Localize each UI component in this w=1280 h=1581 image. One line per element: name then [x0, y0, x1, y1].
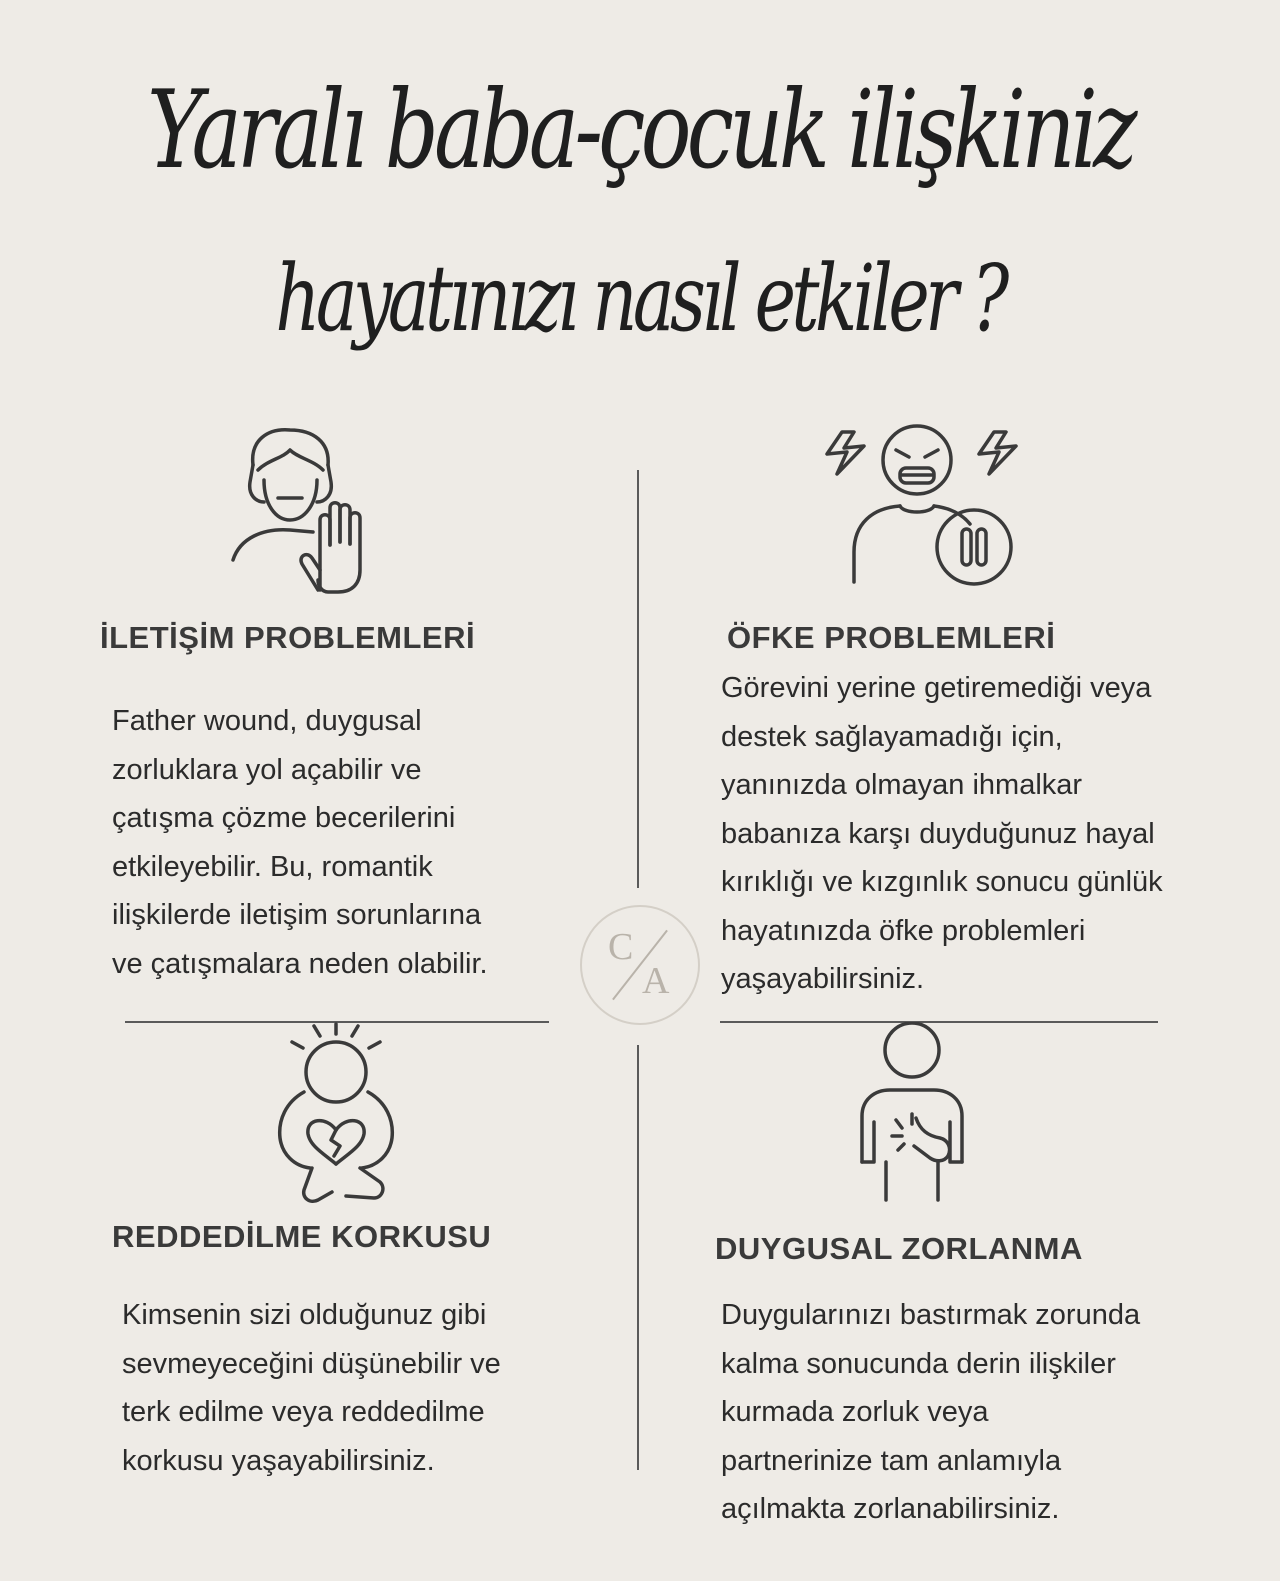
text-line: sevmeyeceğini düşünebilir ve — [122, 1347, 501, 1380]
vertical-divider-bottom — [637, 1045, 639, 1470]
section-text-communication — [112, 697, 488, 988]
person-holding-broken-heart-icon — [276, 1020, 396, 1208]
section-heading-rejection: REDDEDİLME KORKUSU — [112, 1219, 492, 1254]
text-line: Duygularınızı bastırmak zorunda — [721, 1299, 1141, 1331]
angry-person-pause-icon — [822, 422, 1022, 587]
text-line: zorluklara yol açabilir ve — [112, 753, 422, 786]
text-line: çatışma çözme becerilerini — [112, 802, 456, 834]
text-line: Father wound, duygusal — [112, 705, 422, 737]
logo-letter-a: A — [642, 960, 670, 1002]
text-line: kırıklığı ve kızgınlık sonucu günlük — [721, 866, 1163, 898]
text-line: Kimsenin sizi olduğunuz gibi — [122, 1299, 487, 1331]
text-line: korkusu yaşayabilirsiniz. — [122, 1444, 435, 1477]
section-text-anger — [721, 664, 1163, 1004]
text-line: destek sağlayamadığı için, — [721, 720, 1063, 753]
text-line: etkileyebilir. Bu, romantik — [112, 850, 433, 883]
text-line: terk edilme veya reddedilme — [122, 1396, 485, 1428]
brand-logo — [580, 905, 700, 1025]
text-line: açılmakta zorlanabilirsiniz. — [721, 1493, 1060, 1525]
page-title: Yaralı baba-çocuk ilişkiniz — [147, 68, 1133, 193]
text-line: ve çatışmalara neden olabilir. — [112, 947, 488, 980]
section-heading-communication: İLETİŞİM PROBLEMLERİ — [100, 620, 476, 655]
text-line: yanınızda olmayan ihmalkar — [721, 769, 1083, 801]
text-line: Görevini yerine getiremediği veya — [721, 672, 1152, 704]
text-line: ilişkilerde iletişim sorunlarına — [112, 899, 482, 931]
section-text-emotional-strain — [721, 1291, 1140, 1534]
text-line: kalma sonucunda derin ilişkiler — [721, 1347, 1116, 1380]
section-heading-anger: ÖFKE PROBLEMLERİ — [727, 620, 1056, 655]
vertical-divider-top — [637, 470, 639, 888]
person-chest-pain-icon — [856, 1022, 968, 1202]
section-text-rejection — [122, 1291, 501, 1485]
text-line: babanıza karşı duyduğunuz hayal — [721, 817, 1155, 850]
text-line: hayatınızda öfke problemleri — [721, 914, 1086, 947]
text-line: yaşayabilirsiniz. — [721, 963, 925, 995]
logo-letter-c: C — [608, 926, 634, 968]
text-line: partnerinize tam anlamıyla — [721, 1444, 1062, 1477]
text-line: kurmada zorluk veya — [721, 1396, 989, 1428]
section-heading-emotional-strain: DUYGUSAL ZORLANMA — [715, 1231, 1083, 1266]
man-raised-hand-icon — [228, 420, 388, 600]
page-subtitle: hayatınızı nasıl etkiler ? — [275, 245, 1005, 352]
